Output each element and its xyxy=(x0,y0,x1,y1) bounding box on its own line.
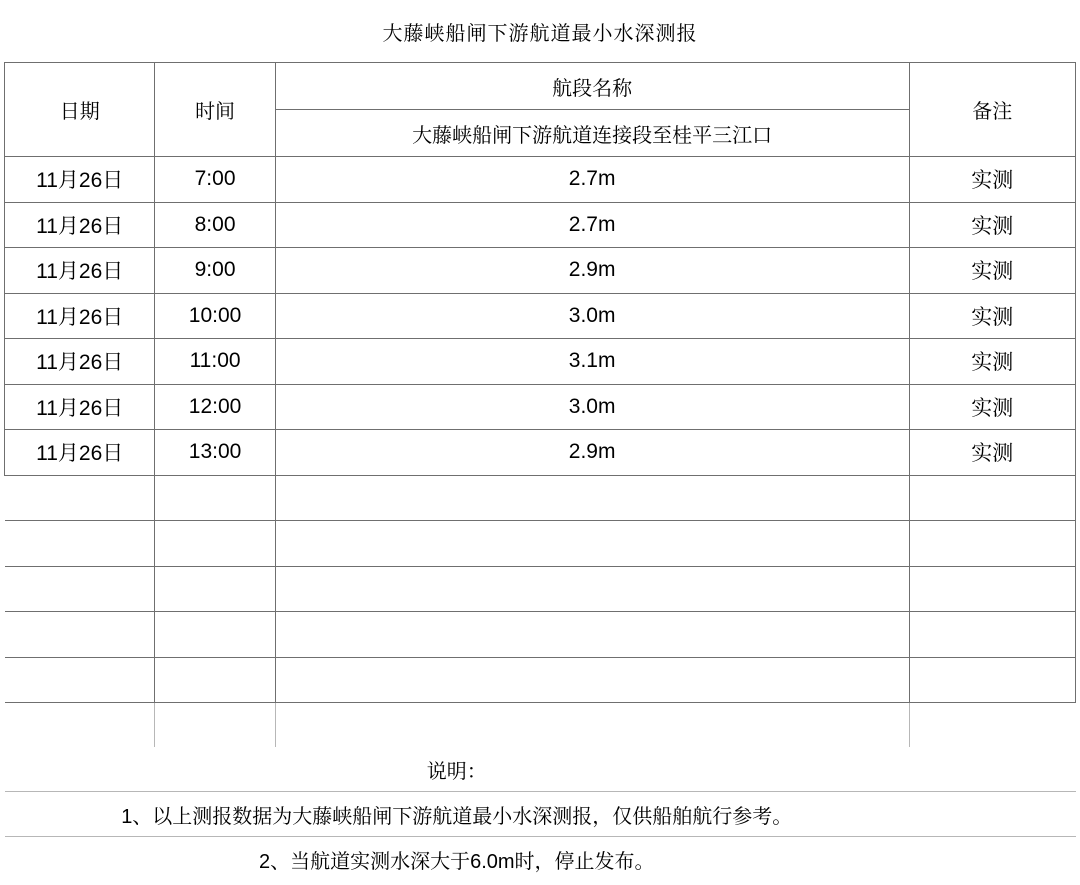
cell-note: 实测 xyxy=(909,248,1076,294)
cell-note: 实测 xyxy=(909,157,1076,203)
note-item-row xyxy=(5,837,1076,882)
column-header-note: 备注 xyxy=(909,63,1076,157)
cell-date xyxy=(5,521,155,567)
cell-time xyxy=(155,521,275,567)
table-row-empty xyxy=(5,566,1076,612)
table-row xyxy=(5,157,1076,203)
table-row xyxy=(5,430,1076,476)
note-item: 1、以上测报数据为大藤峡船闸下游航道最小水深测报，仅供船舶航行参考。 xyxy=(5,792,910,837)
cell-note: 实测 xyxy=(909,384,1076,430)
cell-depth: 2.7m xyxy=(275,202,909,248)
cell-time: 10:00 xyxy=(155,293,275,339)
notes-label-row xyxy=(5,747,1076,792)
table-row xyxy=(5,248,1076,294)
table-row-empty xyxy=(5,657,1076,703)
cell-date: 11月26日 xyxy=(5,339,155,385)
note-item-spacer xyxy=(909,837,1076,882)
note-item-spacer xyxy=(909,792,1076,837)
cell-time xyxy=(155,566,275,612)
cell-note: 实测 xyxy=(909,293,1076,339)
note-item: 2、当航道实测水深大于6.0m时，停止发布。 xyxy=(258,850,655,873)
cell-note: 实测 xyxy=(909,430,1076,476)
cell-date xyxy=(5,566,155,612)
cell-time: 8:00 xyxy=(155,202,275,248)
table-row xyxy=(5,384,1076,430)
table-row xyxy=(5,293,1076,339)
title-row xyxy=(5,0,1076,63)
table-row-empty xyxy=(5,521,1076,567)
column-header-section-name: 大藤峡船闸下游航道连接段至桂平三江口 xyxy=(275,110,909,157)
cell-time: 11:00 xyxy=(155,339,275,385)
cell-note: 实测 xyxy=(909,339,1076,385)
cell-date: 11月26日 xyxy=(5,293,155,339)
cell-date: 11月26日 xyxy=(5,248,155,294)
cell-depth: 3.1m xyxy=(275,339,909,385)
cell-date: 11月26日 xyxy=(5,157,155,203)
cell-date xyxy=(5,657,155,703)
cell-depth: 2.9m xyxy=(275,248,909,294)
notes-label-spacer xyxy=(909,747,1076,792)
water-depth-report-table xyxy=(4,0,1076,881)
table-row-empty xyxy=(5,475,1076,521)
cell-time xyxy=(155,612,275,658)
note-item-row xyxy=(5,792,1076,837)
cell-note xyxy=(909,612,1076,658)
cell-note xyxy=(909,521,1076,567)
cell-depth: 2.7m xyxy=(275,157,909,203)
table-row xyxy=(5,202,1076,248)
cell-time: 9:00 xyxy=(155,248,275,294)
cell-depth xyxy=(275,612,909,658)
cell-note xyxy=(909,566,1076,612)
cell-depth: 2.9m xyxy=(275,430,909,476)
spacer-cell xyxy=(155,703,275,748)
cell-depth xyxy=(275,475,909,521)
cell-note xyxy=(909,475,1076,521)
page-title: 大藤峡船闸下游航道最小水深测报 xyxy=(5,0,1076,63)
cell-depth xyxy=(275,566,909,612)
column-header-section-title: 航段名称 xyxy=(275,63,909,110)
header-row-1 xyxy=(5,63,1076,110)
cell-time: 7:00 xyxy=(155,157,275,203)
cell-time xyxy=(155,657,275,703)
cell-depth xyxy=(275,521,909,567)
table-row-empty xyxy=(5,612,1076,658)
cell-date xyxy=(5,475,155,521)
spacer-cell xyxy=(909,703,1076,748)
spacer-row xyxy=(5,703,1076,748)
notes-label: 说明： xyxy=(5,747,910,792)
cell-note: 实测 xyxy=(909,202,1076,248)
column-header-time: 时间 xyxy=(155,63,275,157)
cell-date: 11月26日 xyxy=(5,384,155,430)
cell-depth xyxy=(275,657,909,703)
column-header-date: 日期 xyxy=(5,63,155,157)
cell-time: 12:00 xyxy=(155,384,275,430)
cell-time xyxy=(155,475,275,521)
cell-note xyxy=(909,657,1076,703)
cell-time: 13:00 xyxy=(155,430,275,476)
cell-date xyxy=(5,612,155,658)
cell-date: 11月26日 xyxy=(5,202,155,248)
cell-date: 11月26日 xyxy=(5,430,155,476)
spacer-cell xyxy=(5,703,155,748)
cell-depth: 3.0m xyxy=(275,384,909,430)
spacer-cell xyxy=(275,703,909,748)
table-row xyxy=(5,339,1076,385)
cell-depth: 3.0m xyxy=(275,293,909,339)
